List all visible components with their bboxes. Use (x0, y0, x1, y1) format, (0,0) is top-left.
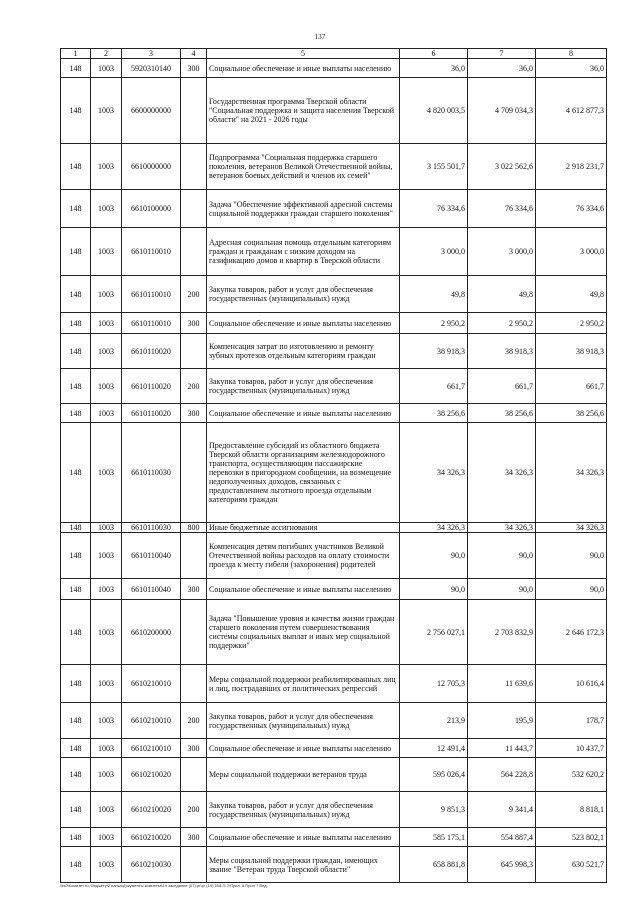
col-sum-2025: 661,7 (468, 369, 536, 404)
col-section: 1003 (91, 758, 122, 792)
col-section: 1003 (91, 228, 122, 276)
col-sum-2024: 38 918,3 (400, 334, 468, 369)
col-target-article: 6610000000 (122, 144, 181, 190)
col-sum-2025: 90,0 (468, 579, 536, 600)
col-name: Закупка товаров, работ и услуг для обеспечения государственных (муниципальных) нужд (207, 703, 400, 739)
table-row (61, 665, 607, 703)
col-header-3: 3 (122, 49, 181, 59)
col-chapter: 148 (61, 523, 91, 533)
col-name: Задача "Обеспечение эффективной адресной системы социальной поддержки граждан старшего поколения" (207, 190, 400, 228)
col-section: 1003 (91, 190, 122, 228)
col-sum-2025: 38 256,6 (468, 404, 536, 423)
col-section: 1003 (91, 533, 122, 579)
col-expense-type (181, 533, 207, 579)
table-row (61, 758, 607, 792)
col-name: Социальное обеспечение и иные выплаты населению (207, 579, 400, 600)
col-chapter: 148 (61, 828, 91, 847)
col-target-article: 6600000000 (122, 78, 181, 144)
col-section: 1003 (91, 334, 122, 369)
col-sum-2026: 34 326,3 (536, 423, 607, 523)
col-sum-2025: 2 950,2 (468, 313, 536, 334)
col-sum-2026: 10 437,7 (536, 739, 607, 758)
col-name: Компенсация детям погибших участников Великой Отечественной войны расходов на оплату стоимости проезда к месту гибели (захоронения) родителей (207, 533, 400, 579)
col-chapter: 148 (61, 369, 91, 404)
col-sum-2024: 38 256,6 (400, 404, 468, 423)
col-chapter: 148 (61, 276, 91, 313)
table-row (61, 600, 607, 665)
col-target-article: 6610210010 (122, 703, 181, 739)
col-name: Социальное обеспечение и иные выплаты населению (207, 59, 400, 78)
col-expense-type (181, 423, 207, 523)
col-sum-2026: 532 620,2 (536, 758, 607, 792)
col-sum-2024: 213,9 (400, 703, 468, 739)
col-chapter: 148 (61, 847, 91, 883)
col-section: 1003 (91, 847, 122, 883)
col-header-8: 8 (536, 49, 607, 59)
col-expense-type: 300 (181, 404, 207, 423)
col-expense-type (181, 847, 207, 883)
col-sum-2025: 195,9 (468, 703, 536, 739)
col-header-4: 4 (181, 49, 207, 59)
col-section: 1003 (91, 665, 122, 703)
col-chapter: 148 (61, 78, 91, 144)
col-target-article: 6610110040 (122, 533, 181, 579)
col-sum-2026: 523 802,1 (536, 828, 607, 847)
table-row (61, 334, 607, 369)
col-name: Задача "Повышение уровня и качества жизни граждан старшего поколения путем совершенствования системы социальных выплат и иных мер социальной поддержки" (207, 600, 400, 665)
col-target-article: 6610110010 (122, 228, 181, 276)
col-sum-2026: 630 521,7 (536, 847, 607, 883)
col-sum-2026: 2 918 231,7 (536, 144, 607, 190)
table-row (61, 276, 607, 313)
col-chapter: 148 (61, 59, 91, 78)
table-row (61, 144, 607, 190)
table-row (61, 523, 607, 533)
col-sum-2024: 76 334,6 (400, 190, 468, 228)
col-name: Меры социальной поддержки ветеранов труда (207, 758, 400, 792)
table-row (61, 190, 607, 228)
col-sum-2024: 12 491,4 (400, 739, 468, 758)
col-section: 1003 (91, 523, 122, 533)
col-sum-2024: 658 881,8 (400, 847, 468, 883)
col-sum-2024: 12 705,3 (400, 665, 468, 703)
col-header-6: 6 (400, 49, 468, 59)
col-chapter: 148 (61, 665, 91, 703)
col-chapter: 148 (61, 334, 91, 369)
col-sum-2024: 36,0 (400, 59, 468, 78)
table-row (61, 369, 607, 404)
col-chapter: 148 (61, 739, 91, 758)
col-expense-type: 300 (181, 59, 207, 78)
col-name: Адресная социальная помощь отдельным категориям граждан и гражданам с низким доходом на газификацию домов и квартир в Тверской области (207, 228, 400, 276)
col-chapter: 148 (61, 758, 91, 792)
col-target-article: 6610210010 (122, 665, 181, 703)
col-sum-2024: 661,7 (400, 369, 468, 404)
col-section: 1003 (91, 739, 122, 758)
col-sum-2024: 90,0 (400, 533, 468, 579)
col-chapter: 148 (61, 792, 91, 828)
col-expense-type: 200 (181, 792, 207, 828)
col-section: 1003 (91, 579, 122, 600)
col-target-article: 6610210030 (122, 847, 181, 883)
col-sum-2024: 34 326,3 (400, 523, 468, 533)
col-target-article: 6610110010 (122, 276, 181, 313)
col-expense-type (181, 665, 207, 703)
col-name: Меры социальной поддержки граждан, имеющих звание "Ветеран труда Тверской области" (207, 847, 400, 883)
col-header-1: 1 (61, 49, 91, 59)
col-chapter: 148 (61, 533, 91, 579)
col-name: Социальное обеспечение и иные выплаты населению (207, 828, 400, 847)
table-row (61, 59, 607, 78)
table-row (61, 228, 607, 276)
file-path-footer: \\fs0\Комитет по бюджету\2 папка\Документы комитета\19 заседание (07).pr\pr (19) 508-П-7\Прил. 6 Прил 7 Вед. (60, 883, 268, 888)
col-target-article: 6610210020 (122, 758, 181, 792)
table-header-row (61, 49, 607, 59)
col-target-article: 6610110020 (122, 404, 181, 423)
col-expense-type (181, 228, 207, 276)
col-name: Иные бюджетные ассигнования (207, 523, 400, 533)
col-target-article: 6610110020 (122, 369, 181, 404)
col-expense-type: 300 (181, 579, 207, 600)
col-name: Предоставление субсидий из областного бюджета Тверской области организациям железнодорожного транспорта, осуществляющим пассажирские перевозки в пригородном сообщении, на возмещение недополученных доходов, связанных с предоставлением льготного проезда отдельным категориям граждан (207, 423, 400, 523)
col-section: 1003 (91, 600, 122, 665)
col-expense-type: 300 (181, 313, 207, 334)
table-row (61, 313, 607, 334)
col-sum-2025: 564 228,8 (468, 758, 536, 792)
col-sum-2025: 49,8 (468, 276, 536, 313)
budget-table (60, 48, 607, 883)
col-sum-2024: 3 000,0 (400, 228, 468, 276)
col-sum-2026: 661,7 (536, 369, 607, 404)
col-target-article: 6610110030 (122, 423, 181, 523)
col-chapter: 148 (61, 190, 91, 228)
table-row (61, 828, 607, 847)
col-chapter: 148 (61, 579, 91, 600)
col-expense-type (181, 758, 207, 792)
col-sum-2026: 178,7 (536, 703, 607, 739)
col-section: 1003 (91, 404, 122, 423)
col-sum-2025: 90,0 (468, 533, 536, 579)
col-target-article: 6610110030 (122, 523, 181, 533)
col-header-2: 2 (91, 49, 122, 59)
col-section: 1003 (91, 59, 122, 78)
col-sum-2025: 645 998,3 (468, 847, 536, 883)
col-chapter: 148 (61, 600, 91, 665)
col-expense-type: 200 (181, 276, 207, 313)
col-sum-2024: 9 851,3 (400, 792, 468, 828)
col-sum-2025: 3 000,0 (468, 228, 536, 276)
col-section: 1003 (91, 276, 122, 313)
col-sum-2024: 49,8 (400, 276, 468, 313)
col-sum-2025: 3 022 562,6 (468, 144, 536, 190)
col-sum-2026: 38 256,6 (536, 404, 607, 423)
col-section: 1003 (91, 369, 122, 404)
col-sum-2025: 9 341,4 (468, 792, 536, 828)
col-sum-2025: 4 709 034,3 (468, 78, 536, 144)
page-number: 137 (314, 33, 326, 41)
col-sum-2025: 11 639,6 (468, 665, 536, 703)
col-name: Меры социальной поддержки реабилитированных лиц и лиц, пострадавших от политических репрессий (207, 665, 400, 703)
col-name: Закупка товаров, работ и услуг для обеспечения государственных (муниципальных) нужд (207, 276, 400, 313)
table-row (61, 739, 607, 758)
col-name: Социальное обеспечение и иные выплаты населению (207, 404, 400, 423)
col-section: 1003 (91, 792, 122, 828)
col-sum-2026: 76 334,6 (536, 190, 607, 228)
col-section: 1003 (91, 78, 122, 144)
col-target-article: 6610210020 (122, 828, 181, 847)
col-header-7: 7 (468, 49, 536, 59)
col-expense-type: 300 (181, 739, 207, 758)
col-header-5: 5 (207, 49, 400, 59)
col-target-article: 6610110010 (122, 313, 181, 334)
col-sum-2026: 36,0 (536, 59, 607, 78)
col-sum-2026: 38 918,3 (536, 334, 607, 369)
col-sum-2025: 34 326,3 (468, 423, 536, 523)
col-name: Компенсация затрат по изготовлению и ремонту зубных протезов отдельным категориям граждан (207, 334, 400, 369)
col-expense-type (181, 78, 207, 144)
col-target-article: 5920310140 (122, 59, 181, 78)
col-sum-2026: 2 646 172,3 (536, 600, 607, 665)
col-section: 1003 (91, 144, 122, 190)
col-section: 1003 (91, 423, 122, 523)
col-expense-type: 200 (181, 369, 207, 404)
col-target-article: 6610210010 (122, 739, 181, 758)
col-target-article: 6610100000 (122, 190, 181, 228)
col-expense-type (181, 334, 207, 369)
col-name: Социальное обеспечение и иные выплаты населению (207, 739, 400, 758)
table-row (61, 847, 607, 883)
col-expense-type: 200 (181, 703, 207, 739)
col-sum-2026: 8 818,1 (536, 792, 607, 828)
col-sum-2024: 34 326,3 (400, 423, 468, 523)
table-row (61, 423, 607, 523)
col-sum-2026: 3 000,0 (536, 228, 607, 276)
col-name: Закупка товаров, работ и услуг для обеспечения государственных (муниципальных) нужд (207, 792, 400, 828)
col-sum-2024: 90,0 (400, 579, 468, 600)
col-section: 1003 (91, 828, 122, 847)
col-section: 1003 (91, 703, 122, 739)
col-chapter: 148 (61, 423, 91, 523)
table-row (61, 78, 607, 144)
col-sum-2026: 34 326,3 (536, 523, 607, 533)
col-expense-type (181, 600, 207, 665)
col-sum-2024: 595 026,4 (400, 758, 468, 792)
col-chapter: 148 (61, 313, 91, 334)
col-chapter: 148 (61, 228, 91, 276)
col-sum-2024: 2 756 027,1 (400, 600, 468, 665)
col-chapter: 148 (61, 703, 91, 739)
col-sum-2025: 76 334,6 (468, 190, 536, 228)
col-sum-2025: 34 326,3 (468, 523, 536, 533)
col-sum-2026: 90,0 (536, 533, 607, 579)
col-name: Подпрограмма "Социальная поддержка старшего поколения, ветеранов Великой Отечественной войны, ветеранов боевых действий и членов их семей" (207, 144, 400, 190)
col-sum-2026: 2 950,2 (536, 313, 607, 334)
col-chapter: 148 (61, 404, 91, 423)
col-name: Закупка товаров, работ и услуг для обеспечения государственных (муниципальных) нужд (207, 369, 400, 404)
col-sum-2024: 4 820 003,5 (400, 78, 468, 144)
col-expense-type: 300 (181, 828, 207, 847)
col-sum-2024: 585 175,1 (400, 828, 468, 847)
table-row (61, 404, 607, 423)
col-sum-2026: 90,0 (536, 579, 607, 600)
col-sum-2025: 11 443,7 (468, 739, 536, 758)
col-sum-2024: 2 950,2 (400, 313, 468, 334)
col-sum-2025: 36,0 (468, 59, 536, 78)
col-expense-type (181, 144, 207, 190)
col-sum-2026: 10 616,4 (536, 665, 607, 703)
table-row (61, 579, 607, 600)
col-target-article: 6610200000 (122, 600, 181, 665)
table-row (61, 792, 607, 828)
col-target-article: 6610110020 (122, 334, 181, 369)
col-expense-type: 800 (181, 523, 207, 533)
col-sum-2026: 49,8 (536, 276, 607, 313)
col-expense-type (181, 190, 207, 228)
col-target-article: 6610110040 (122, 579, 181, 600)
table-row (61, 703, 607, 739)
col-sum-2024: 3 155 501,7 (400, 144, 468, 190)
col-section: 1003 (91, 313, 122, 334)
table-row (61, 533, 607, 579)
col-name: Государственная программа Тверской области "Социальная поддержка и защита населения Тверской области" на 2021 - 2026 годы (207, 78, 400, 144)
col-chapter: 148 (61, 144, 91, 190)
col-sum-2025: 2 703 832,9 (468, 600, 536, 665)
col-sum-2025: 38 918,3 (468, 334, 536, 369)
col-sum-2025: 554 887,4 (468, 828, 536, 847)
col-name: Социальное обеспечение и иные выплаты населению (207, 313, 400, 334)
col-sum-2026: 4 612 877,3 (536, 78, 607, 144)
col-target-article: 6610210020 (122, 792, 181, 828)
